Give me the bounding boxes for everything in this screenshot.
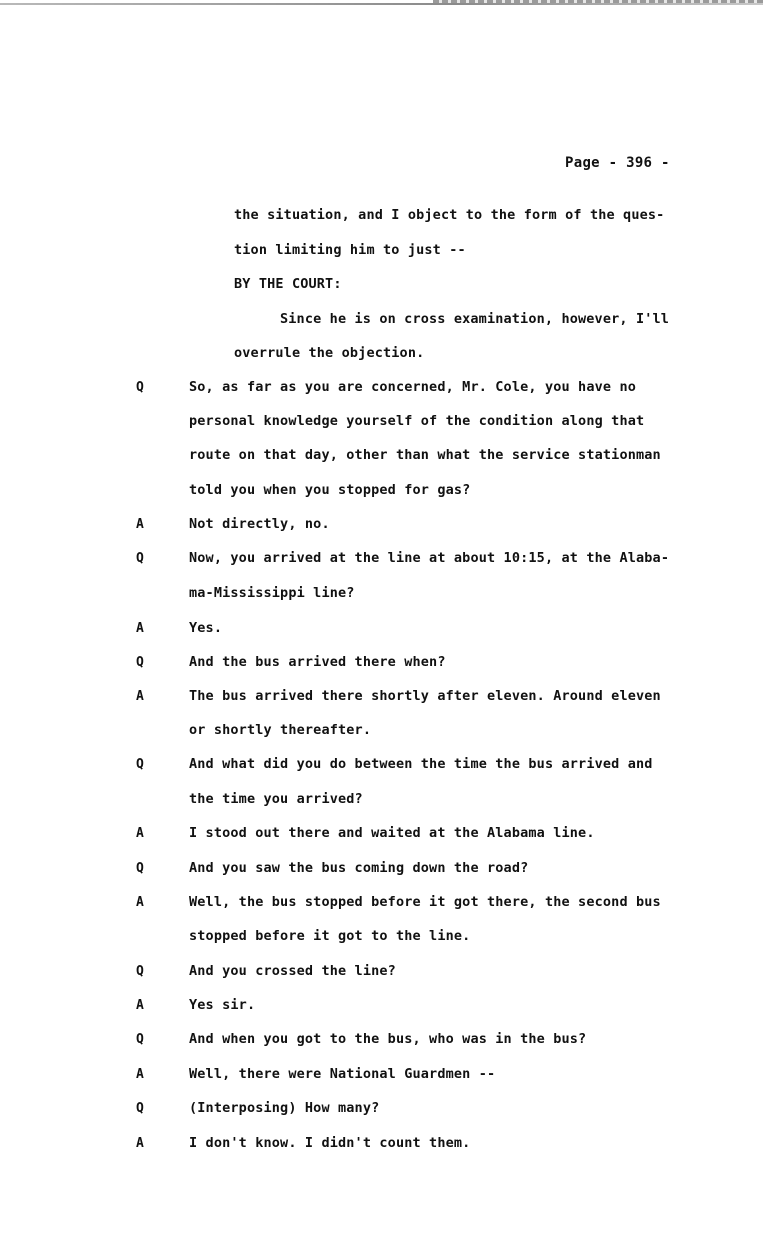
transcript-line: I stood out there and waited at the Alabama line.: [189, 825, 595, 841]
transcript-line: stopped before it got to the line.: [189, 928, 471, 944]
question-marker: Q: [136, 380, 144, 395]
transcript-line: the time you arrived?: [189, 791, 363, 807]
transcript-line: told you when you stopped for gas?: [189, 482, 471, 498]
transcript-line: So, as far as you are concerned, Mr. Cole, you have no: [189, 379, 636, 395]
question-marker: Q: [136, 551, 144, 566]
question-marker: Q: [136, 964, 144, 979]
question-marker: Q: [136, 655, 144, 670]
transcript-line: The bus arrived there shortly after eleven. Around eleven: [189, 688, 661, 704]
transcript-line: personal knowledge yourself of the condition along that: [189, 413, 645, 429]
answer-marker: A: [136, 998, 144, 1013]
question-marker: Q: [136, 757, 144, 772]
question-marker: Q: [136, 1101, 144, 1116]
answer-marker: A: [136, 1136, 144, 1151]
transcript-line: the situation, and I object to the form of the ques-: [234, 207, 665, 223]
answer-marker: A: [136, 1067, 144, 1082]
transcript-line: I don't know. I didn't count them.: [189, 1135, 471, 1151]
transcript-line: And you crossed the line?: [189, 963, 396, 979]
transcript-line: ma-Mississippi line?: [189, 585, 355, 601]
transcript-line: route on that day, other than what the service stationman: [189, 447, 661, 463]
top-edge-scan-marks: [433, 0, 763, 3]
transcript-line: Yes.: [189, 620, 223, 636]
transcript-line: or shortly thereafter.: [189, 722, 372, 738]
transcript-line: Well, there were National Guardmen --: [189, 1066, 496, 1082]
answer-marker: A: [136, 621, 144, 636]
answer-marker: A: [136, 689, 144, 704]
page-number: Page - 396 -: [565, 155, 670, 171]
transcript-line: Well, the bus stopped before it got there, the second bus: [189, 894, 661, 910]
question-marker: Q: [136, 861, 144, 876]
transcript-line: And you saw the bus coming down the road?: [189, 860, 529, 876]
transcript-line: Now, you arrived at the line at about 10:15, at the Alaba-: [189, 550, 670, 566]
transcript-line: Not directly, no.: [189, 516, 330, 532]
transcript-line: (Interposing) How many?: [189, 1100, 380, 1116]
top-edge-rule: [0, 3, 763, 5]
answer-marker: A: [136, 826, 144, 841]
question-marker: Q: [136, 1032, 144, 1047]
transcript-line: BY THE COURT:: [234, 276, 342, 292]
transcript-line: And what did you do between the time the bus arrived and: [189, 756, 653, 772]
transcript-line: And when you got to the bus, who was in the bus?: [189, 1031, 587, 1047]
transcript-line: overrule the objection.: [234, 345, 425, 361]
transcript-line: tion limiting him to just --: [234, 242, 466, 258]
answer-marker: A: [136, 517, 144, 532]
answer-marker: A: [136, 895, 144, 910]
transcript-line: And the bus arrived there when?: [189, 654, 446, 670]
transcript-line: Yes sir.: [189, 997, 256, 1013]
transcript-line: Since he is on cross examination, however, I'll: [280, 311, 670, 327]
